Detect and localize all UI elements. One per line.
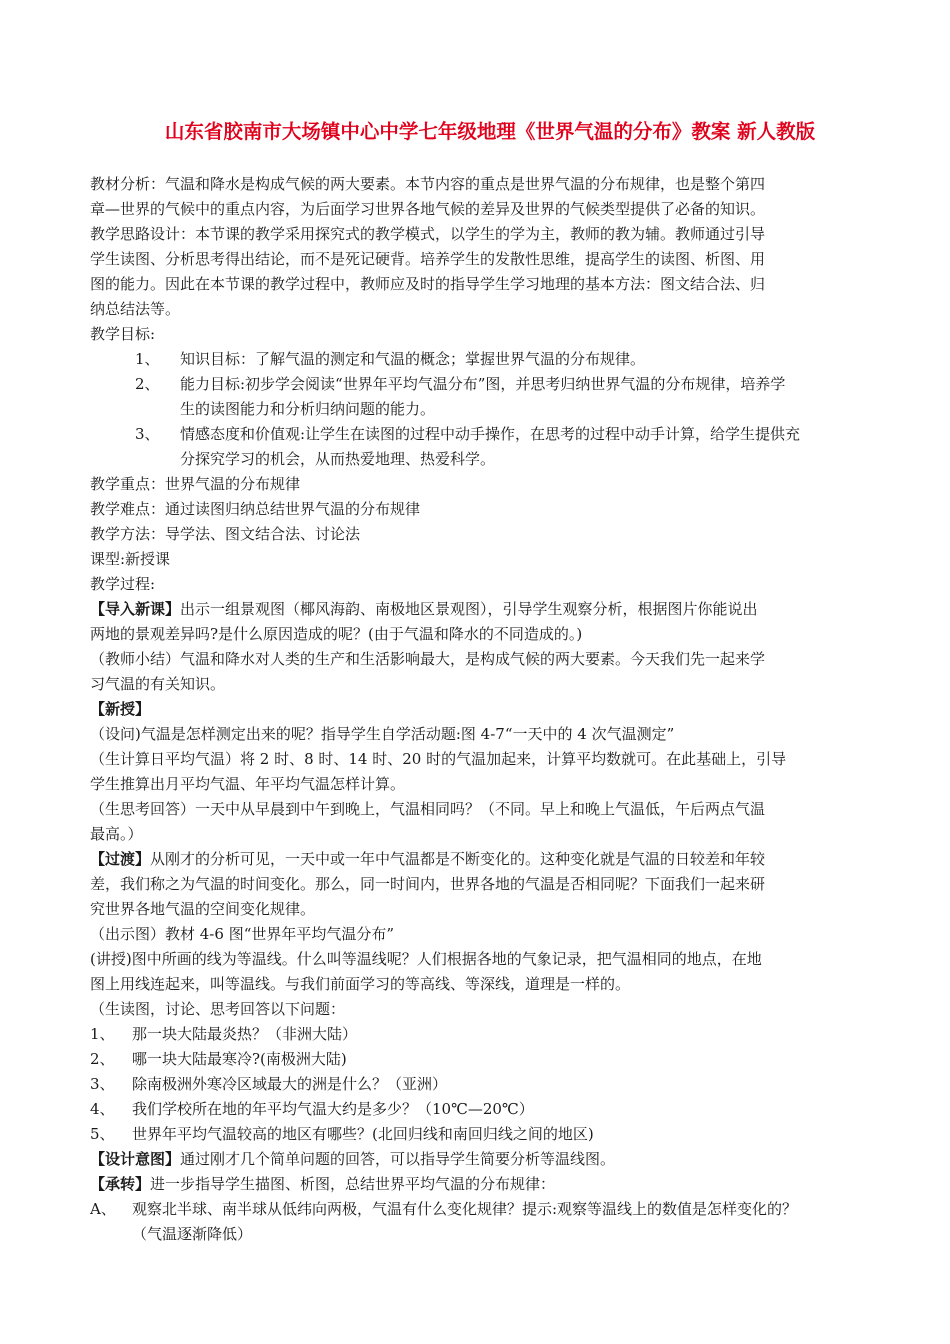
section-line: 最高。） bbox=[90, 825, 143, 843]
section-line: 究世界各地气温的空间变化规律。 bbox=[90, 900, 316, 918]
process-heading: 教学过程: bbox=[90, 575, 156, 593]
section-line: 差，我们称之为气温的时间变化。那么，同一时间内，世界各地的气温是否相同呢？下面我们一起来研 bbox=[90, 875, 766, 893]
teaching-method: 教学方法：导学法、图文结合法、讨论法 bbox=[90, 525, 361, 543]
difficult-point: 教学难点：通过读图归纳总结世界气温的分布规律 bbox=[90, 500, 421, 518]
section-text: 通过刚才几个简单问题的回答，可以指导学生简要分析等温线图。 bbox=[180, 1150, 616, 1168]
intro-section bbox=[90, 597, 890, 622]
goals-heading: 教学目标: bbox=[90, 325, 156, 343]
goal-text: 情感态度和价值观:让学生在读图的过程中动手操作，在思考的过程中动手计算，给学生提供充 bbox=[180, 425, 801, 443]
question-number: 5、 bbox=[90, 1125, 115, 1143]
final-item bbox=[90, 1197, 890, 1222]
goal-item bbox=[135, 372, 890, 422]
section-line: (讲授)图中所画的线为等温线。什么叫等温线呢？人们根据各地的气象记录，把气温相同的地点，在地 bbox=[90, 950, 762, 968]
section-line: （教师小结）气温和降水对人类的生产和生活影响最大，是构成气候的两大要素。今天我们先一起来学 bbox=[90, 650, 766, 668]
section-line: （出示图）教材 4-6 图“世界年平均气温分布” bbox=[90, 925, 395, 943]
question-text: 我们学校所在地的年平均气温大约是多少？（10℃—20℃） bbox=[132, 1100, 534, 1118]
goal-text: 知识目标：了解气温的测定和气温的概念；掌握世界气温的分布规律。 bbox=[180, 350, 646, 368]
section-tag: 【过渡】 bbox=[90, 850, 151, 868]
goal-text: 生的读图能力和分析归纳问题的能力。 bbox=[180, 400, 436, 418]
section-line: （生思考回答）一天中从早晨到中午到晚上，气温相同吗？（不同。早上和晚上气温低，午后两点气温 bbox=[90, 800, 766, 818]
question-text: 世界年平均气温较高的地区有哪些？(北回归线和南回归线之间的地区) bbox=[132, 1125, 594, 1143]
section-tag: 【设计意图】 bbox=[90, 1150, 181, 1168]
question-item bbox=[90, 1072, 890, 1097]
question-item bbox=[90, 1022, 890, 1047]
goal-item bbox=[135, 422, 890, 472]
question-item bbox=[90, 1122, 890, 1147]
section-line: 习气温的有关知识。 bbox=[90, 675, 226, 693]
goal-number: 1、 bbox=[135, 350, 160, 368]
section-line: （生读图，讨论、思考回答以下问题： bbox=[90, 1000, 346, 1018]
section-tag: 【承转】 bbox=[90, 1175, 151, 1193]
final-number: A、 bbox=[90, 1200, 116, 1218]
intro-line: 章—世界的气候中的重点内容，为后面学习世界各地气候的差异及世界的气候类型提供了必备的知识。 bbox=[90, 200, 766, 218]
section-line: 学生推算出月平均气温、年平均气温怎样计算。 bbox=[90, 775, 406, 793]
question-text: 那一块大陆最炎热？（非洲大陆） bbox=[132, 1025, 358, 1043]
new-lesson-tag: 【新授】 bbox=[90, 700, 151, 718]
intro-line: 教学思路设计：本节课的教学采用探究式的教学模式，以学生的学为主，教师的教为辅。教师通过引导 bbox=[90, 225, 766, 243]
section-line: 两地的景观差异吗?是什么原因造成的呢？(由于气温和降水的不同造成的。) bbox=[90, 625, 583, 643]
transition-section bbox=[90, 847, 890, 872]
question-number: 4、 bbox=[90, 1100, 115, 1118]
section-line: （生计算日平均气温）将 2 时、8 时、14 时、20 时的气温加起来，计算平均数就可。在此基础上，引导 bbox=[90, 750, 787, 768]
question-number: 2、 bbox=[90, 1050, 115, 1068]
goal-number: 3、 bbox=[135, 425, 160, 443]
section-line: 图上用线连起来，叫等温线。与我们前面学习的等高线、等深线，道理是一样的。 bbox=[90, 975, 631, 993]
section-text: 出示一组景观图（椰风海韵、南极地区景观图），引导学生观察分析，根据图片你能说出 bbox=[180, 600, 758, 618]
turn-section bbox=[90, 1172, 890, 1197]
question-item bbox=[90, 1047, 890, 1072]
question-item bbox=[90, 1097, 890, 1122]
intro-line: 教材分析：气温和降水是构成气候的两大要素。本节内容的重点是世界气温的分布规律，也是整个第四 bbox=[90, 175, 766, 193]
section-text: 从刚才的分析可见，一天中或一年中气温都是不断变化的。这种变化就是气温的日较差和年较 bbox=[150, 850, 766, 868]
question-text: 哪一块大陆最寒冷?(南极洲大陆) bbox=[132, 1050, 347, 1068]
intro-line: 图的能力。因此在本节课的教学过程中，教师应及时的指导学生学习地理的基本方法：图文结合法、归 bbox=[90, 275, 766, 293]
design-intent bbox=[90, 1147, 890, 1172]
intro-line: 学生读图、分析思考得出结论，而不是死记硬背。培养学生的发散性思维，提高学生的读图、析图、用 bbox=[90, 250, 766, 268]
key-point: 教学重点：世界气温的分布规律 bbox=[90, 475, 301, 493]
question-number: 3、 bbox=[90, 1075, 115, 1093]
question-text: 除南极洲外寒冷区域最大的洲是什么？（亚洲） bbox=[132, 1075, 448, 1093]
document-body bbox=[90, 172, 890, 1247]
final-answer: （气温逐渐降低） bbox=[132, 1225, 253, 1243]
final-text: 观察北半球、南半球从低纬向两极，气温有什么变化规律？提示:观察等温线上的数值是怎样变化的？ bbox=[132, 1200, 798, 1218]
document-title: 山东省胶南市大场镇中心中学七年级地理《世界气温的分布》教案 新人教版 bbox=[164, 120, 816, 143]
goal-item bbox=[135, 347, 890, 372]
goal-number: 2、 bbox=[135, 375, 160, 393]
section-line: （设问)气温是怎样测定出来的呢？指导学生自学活动题:图 4-7“一天中的 4 次气温测定” bbox=[90, 725, 675, 743]
section-tag: 【导入新课】 bbox=[90, 600, 181, 618]
goal-text: 分探究学习的机会，从而热爱地理、热爱科学。 bbox=[180, 450, 496, 468]
intro-line: 纳总结法等。 bbox=[90, 300, 181, 318]
section-text: 进一步指导学生描图、析图，总结世界平均气温的分布规律： bbox=[150, 1175, 556, 1193]
goal-text: 能力目标:初步学会阅读“世界年平均气温分布”图，并思考归纳世界气温的分布规律，培养学 bbox=[180, 375, 786, 393]
question-number: 1、 bbox=[90, 1025, 115, 1043]
lesson-type: 课型:新授课 bbox=[90, 550, 171, 568]
